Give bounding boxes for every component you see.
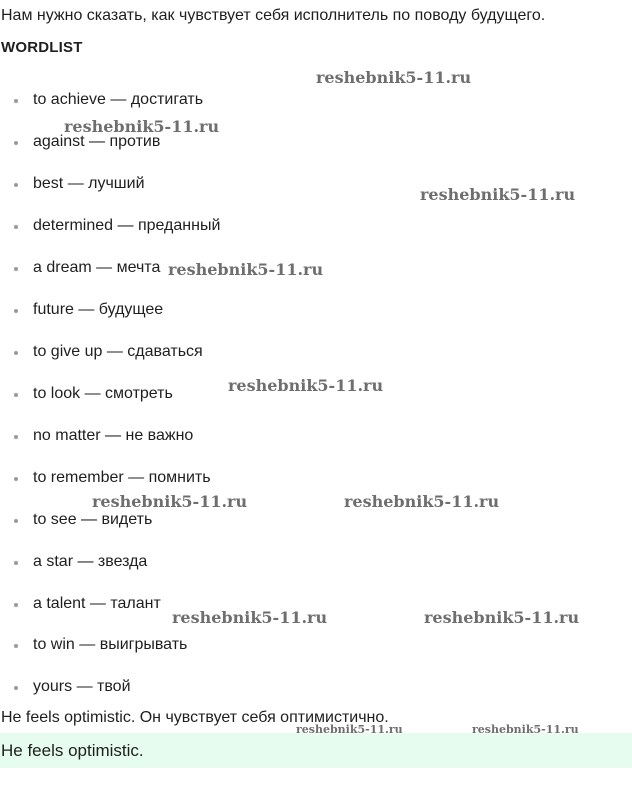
bullet-icon <box>14 519 18 523</box>
watermark: reshebnik5-11.ru <box>92 492 248 511</box>
bullet-icon <box>14 435 18 439</box>
bullet-icon <box>14 267 18 271</box>
bullet-icon <box>14 309 18 313</box>
bullet-icon <box>14 477 18 481</box>
bullet-icon <box>14 561 18 565</box>
watermark: reshebnik5-11.ru <box>424 608 580 627</box>
bullet-icon <box>14 99 18 103</box>
wordlist-heading: WORDLIST <box>1 39 83 56</box>
bullet-icon <box>14 686 18 690</box>
bullet-icon <box>14 183 18 187</box>
watermark: reshebnik5-11.ru <box>228 376 384 395</box>
watermark: reshebnik5-11.ru <box>344 492 500 511</box>
bullet-icon <box>14 644 18 648</box>
watermark: reshebnik5-11.ru <box>316 68 472 87</box>
summary-text: He feels optimistic. Он чувствует себя оптимистично. <box>1 709 389 726</box>
answer-box <box>0 733 632 768</box>
bullet-icon <box>14 141 18 145</box>
watermark: reshebnik5-11.ru <box>64 117 220 136</box>
bullet-icon <box>14 225 18 229</box>
bullet-icon <box>14 351 18 355</box>
bullet-icon <box>14 603 18 607</box>
watermark: reshebnik5-11.ru <box>472 723 579 736</box>
watermark: reshebnik5-11.ru <box>172 608 328 627</box>
bullet-icon <box>14 393 18 397</box>
answer-text: He feels optimistic. <box>1 741 144 760</box>
watermark: reshebnik5-11.ru <box>420 185 576 204</box>
watermark: reshebnik5-11.ru <box>168 260 324 279</box>
intro-text: Нам нужно сказать, как чувствует себя исполнитель по поводу будущего. <box>1 7 546 24</box>
watermark: reshebnik5-11.ru <box>296 723 403 736</box>
